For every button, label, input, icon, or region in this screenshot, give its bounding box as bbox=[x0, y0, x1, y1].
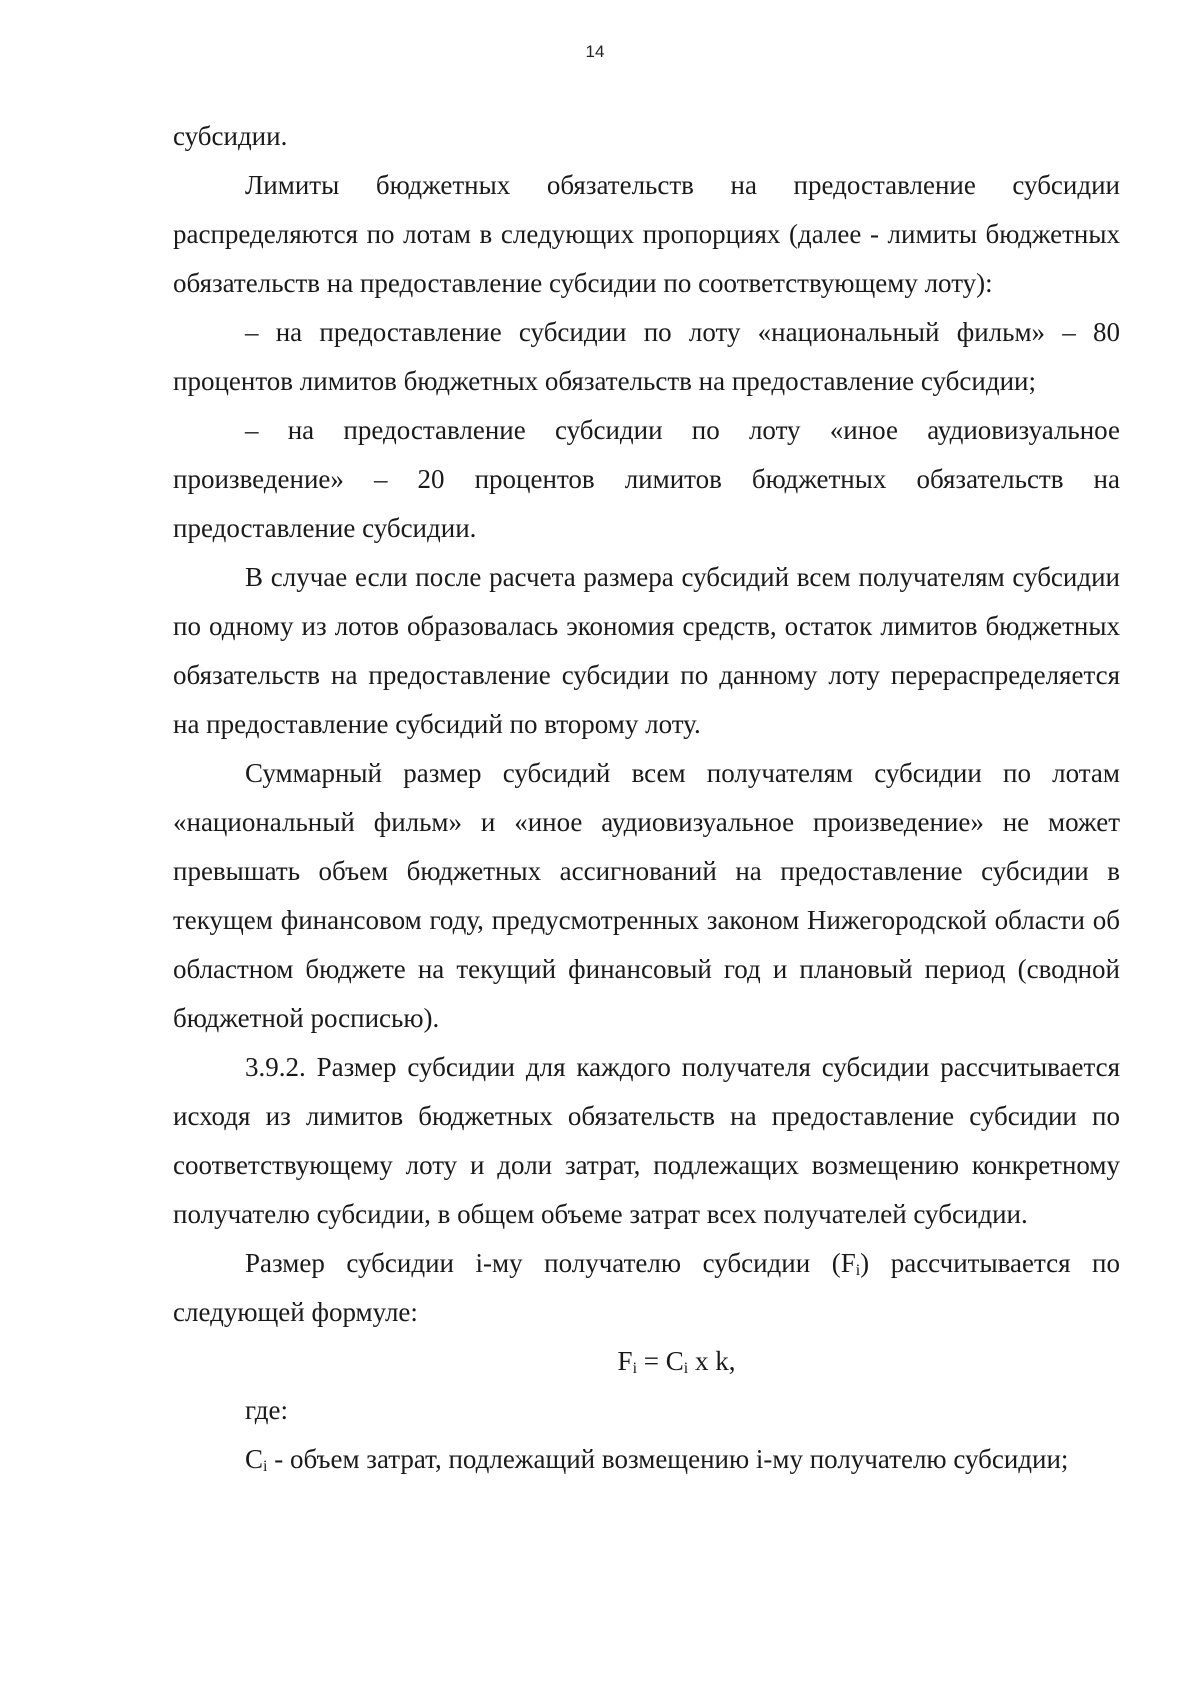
document-body bbox=[173, 112, 1120, 1484]
formula-mid: = C bbox=[637, 1346, 684, 1376]
paragraph-3-9-2: 3.9.2. Размер субсидии для каждого получателя субсидии рассчитывается исходя из лимитов бюджетных обязательств на предоставление субсидии по соответствующему лоту и доли затрат, подлежащих возмещению конкретному получателю субсидии, в общем объеме затрат всех получателей субсидии. bbox=[173, 1052, 1120, 1229]
definition-ci-subscript: i bbox=[263, 1458, 268, 1475]
paragraph-continuation: субсидии. bbox=[173, 121, 288, 151]
list-item-other-audiovisual: – на предоставление субсидии по лоту «иное аудиовизуальное произведение» – 20 процентов лимитов бюджетных обязательств на предоставление субсидии. bbox=[173, 415, 1120, 543]
definition-ci-text: - объем затрат, подлежащий возмещению i-му получателю субсидии; bbox=[267, 1444, 1069, 1474]
paragraph-limits-distribution: Лимиты бюджетных обязательств на предоставление субсидии распределяются по лотам в следующих пропорциях (далее - лимиты бюджетных обязательств на предоставление субсидии по соответствующему лоту): bbox=[173, 170, 1120, 298]
list-item-national-film: – на предоставление субсидии по лоту «национальный фильм» – 80 процентов лимитов бюджетных обязательств на предоставление субсидии; bbox=[173, 317, 1120, 396]
definition-ci-symbol: C bbox=[245, 1444, 264, 1474]
formula-intro-before: Размер субсидии i-му получателю субсидии (F bbox=[245, 1248, 856, 1278]
formula-end: x k, bbox=[688, 1346, 736, 1376]
formula-intro-after: ) рассчитывается по следующей формуле: bbox=[173, 1248, 1120, 1327]
formula-intro-subscript: i bbox=[855, 1262, 861, 1279]
paragraph-savings-redistribution: В случае если после расчета размера субсидий всем получателям субсидии по одному из лотов образовалась экономия средств, остаток лимитов бюджетных обязательств на предоставление субсидии по данному лоту перераспределяется на предоставление субсидий по второму лоту. bbox=[173, 562, 1120, 739]
formula-c-subscript: i bbox=[683, 1360, 689, 1377]
formula bbox=[173, 1337, 1120, 1386]
formula-f: F bbox=[617, 1346, 633, 1376]
paragraph-total-limit: Суммарный размер субсидий всем получателям субсидии по лотам «национальный фильм» и «иное аудиовизуальное произведение» не может превышать объем бюджетных ассигнований на предоставление субсидии в текущем финансовом году, предусмотренных законом Нижегородской области об областном бюджете на текущий финансовый год и плановый период (сводной бюджетной росписью). bbox=[173, 758, 1120, 1033]
formula-f-subscript: i bbox=[632, 1360, 638, 1377]
page-number: 14 bbox=[585, 42, 605, 61]
where-label: где: bbox=[245, 1395, 288, 1425]
paragraph-formula-intro bbox=[173, 1239, 1120, 1337]
definition-ci bbox=[173, 1435, 1120, 1484]
